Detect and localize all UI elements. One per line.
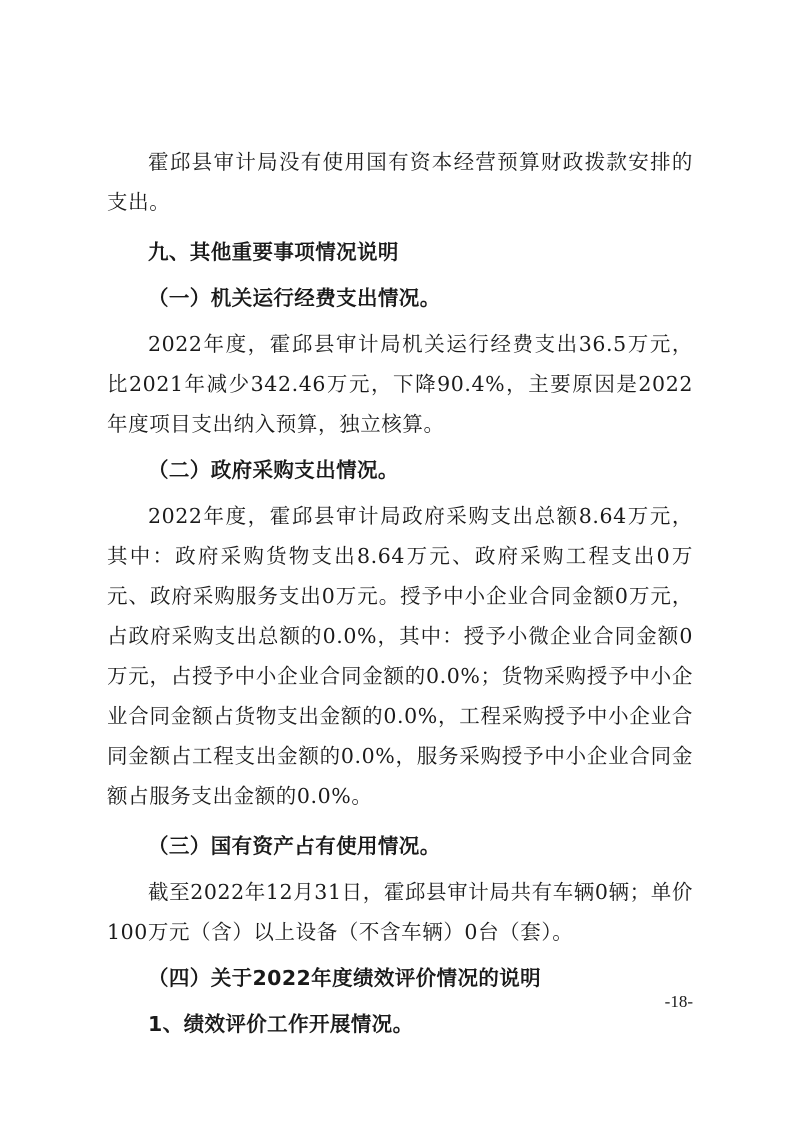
heading-performance-evaluation: （四）关于2022年度绩效评价情况的说明 — [148, 966, 542, 990]
paragraph-government-procurement: 2022年度，霍邱县审计局政府采购支出总额8.64万元，其中：政府采购货物支出8.64万元、政府采购工程支出0万元、政府采购服务支出0万元。授予中小企业合同金额0万元，占政府采购支出总额的0.0%，其中：授予小微企业合同金额0 万元，占授予中小企业合同金额的0.0%；货物采购授予中小企业合同金额占货物支出金额的0.0%，工程采购授予中小企业合同金额占工程支出金额的0.0%，服务采购授予中小企业合同金额占服务支出金额的0.0%。 — [107, 504, 693, 808]
paragraph-state-assets: 截至2022年12月31日，霍邱县审计局共有车辆0辆；单价100万元（含）以上设备（不含车辆）0台（套）。 — [107, 880, 693, 944]
page-number: -18- — [664, 992, 693, 1011]
paragraph-state-capital-budget: 霍邱县审计局没有使用国有资本经营预算财政拨款安排的支出。 — [107, 150, 693, 214]
heading-evaluation-work: 1、绩效评价工作开展情况。 — [148, 1012, 414, 1036]
heading-operating-expenses: （一）机关运行经费支出情况。 — [148, 286, 441, 310]
heading-government-procurement: （二）政府采购支出情况。 — [148, 458, 399, 482]
heading-other-matters: 九、其他重要事项情况说明 — [148, 240, 399, 264]
heading-state-assets: （三）国有资产占有使用情况。 — [148, 834, 441, 858]
paragraph-operating-expenses: 2022年度，霍邱县审计局机关运行经费支出36.5万元，比2021年减少342.46万元，下降90.4%，主要原因是2022年度项目支出纳入预算，独立核算。 — [107, 332, 693, 436]
document-body — [107, 142, 693, 1044]
